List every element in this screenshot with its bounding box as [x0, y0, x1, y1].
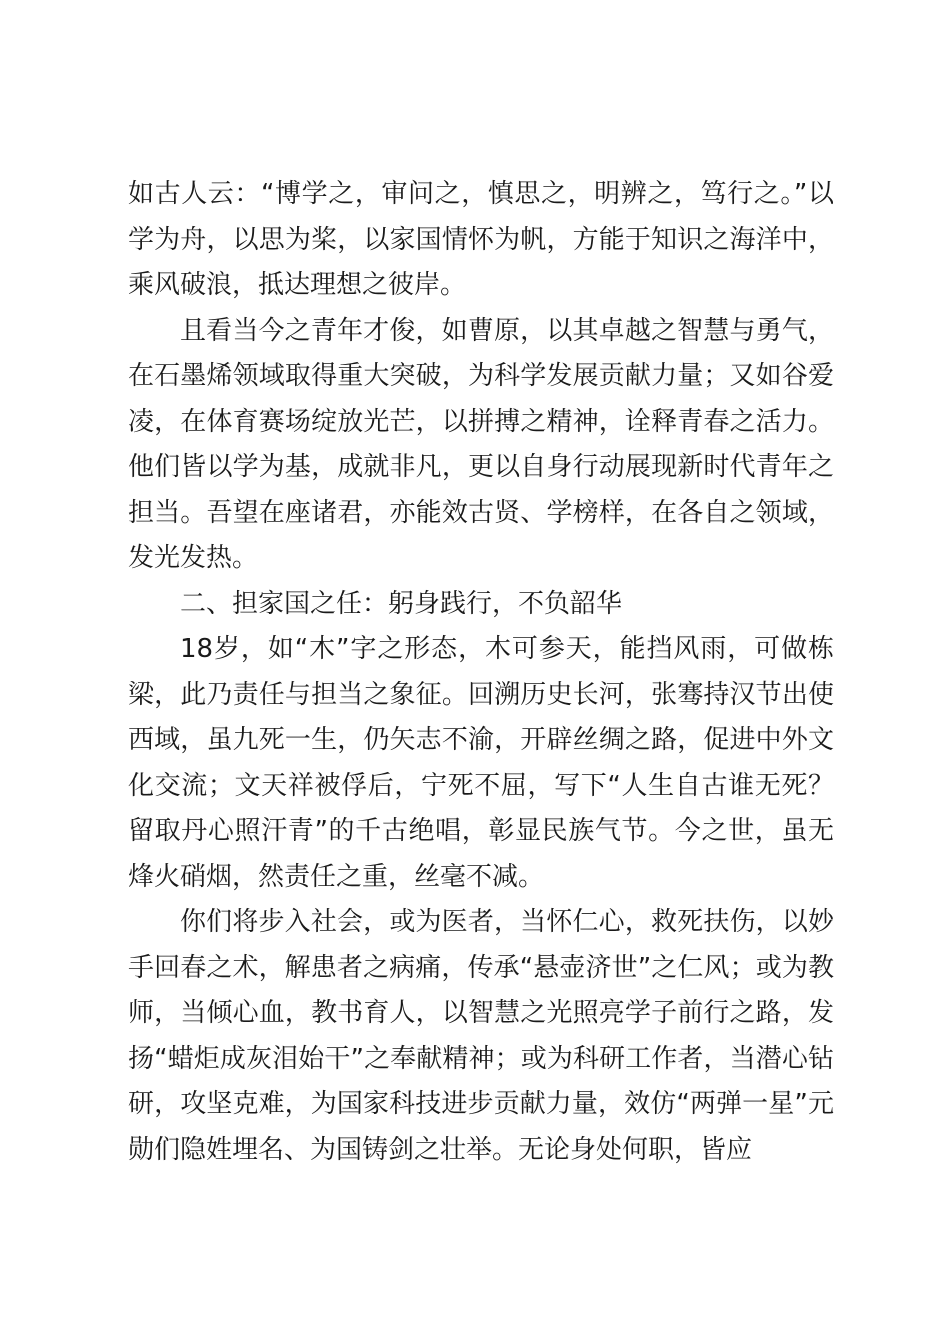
paragraph-history-responsibility: 18岁，如“木”字之形态，木可参天，能挡风雨，可做栋梁，此乃责任与担当之象征。回溯历史长河，张骞持汉节出使西域，虽九死一生，仍矢志不渝，开辟丝绸之路，促进中外文化交流；文天祥被俘后，宁死不屈，写下“人生自古谁无死？留取丹心照汗青”的千古绝唱，彰显民族气节。今之世，虽无烽火硝烟，然责任之重，丝毫不减。	[128, 634, 834, 892]
paragraph-youth-examples: 且看当今之青年才俊，如曹原，以其卓越之智慧与勇气，在石墨烯领域取得重大突破，为科学发展贡献力量；又如谷爱凌，在体育赛场绽放光芒，以拼搏之精神，诠释青春之活力。他们皆以学为基，成就非凡，更以自身行动展现新时代青年之担当。吾望在座诸君，亦能效古贤、学榜样，在各自之领域，发光发热。	[128, 315, 834, 573]
document-body	[128, 172, 834, 1173]
paragraph-career-duties: 你们将步入社会，或为医者，当怀仁心，救死扶伤，以妙手回春之术，解患者之病痛，传承“悬壶济世”之仁风；或为教师，当倾心血，教书育人，以智慧之光照亮学子前行之路，发扬“蜡炬成灰泪始干”之奉献精神；或为科研工作者，当潜心钻研，攻坚克难，为国家科技进步贡献力量，效仿“两弹一星”元勋们隐姓埋名、为国铸剑之壮举。无论身处何职，皆应	[128, 907, 834, 1165]
section-heading: 二、担家国之任：躬身践行，不负韶华	[180, 588, 623, 619]
paragraph-continuation: 如古人云：“博学之，审问之，慎思之，明辨之，笃行之。”以学为舟，以思为桨，以家国情怀为帆，方能于知识之海洋中，乘风破浪，抵达理想之彼岸。	[128, 179, 834, 300]
